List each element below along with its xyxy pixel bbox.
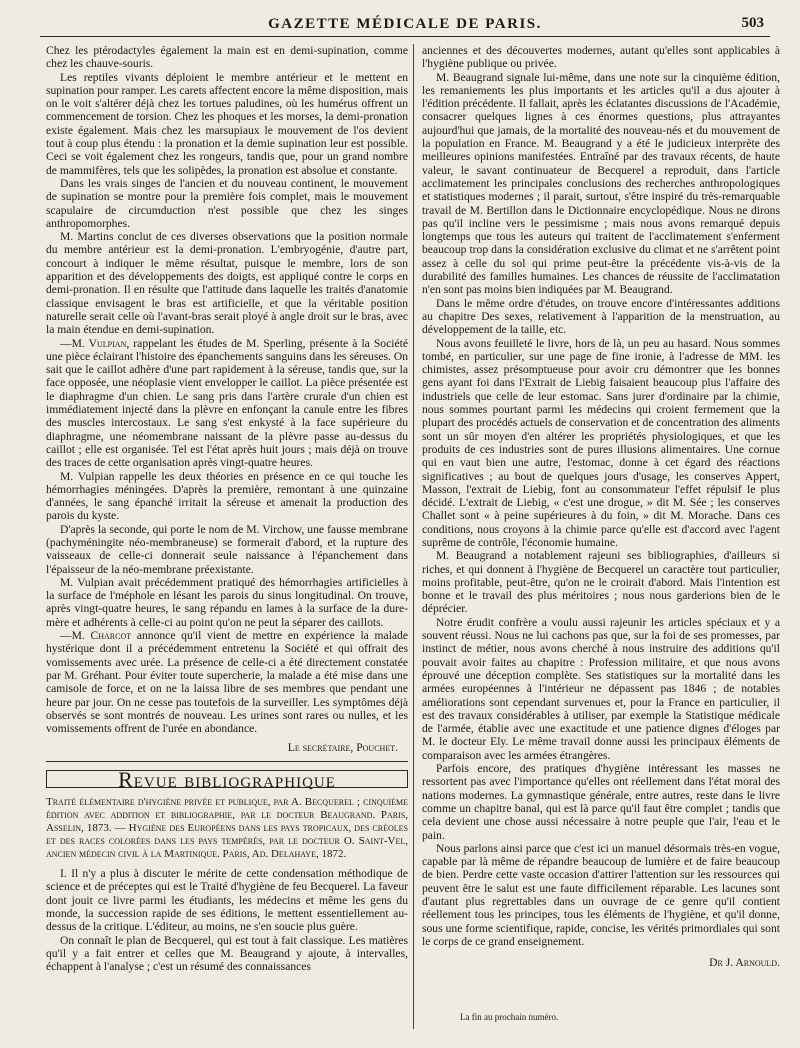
section-title: Revue bibliographique: [46, 770, 408, 788]
page-number: 503: [741, 15, 764, 31]
paragraph-text: , rappelant les études de M. Sperling, présente à la Société une pièce éclairant l'histoire des épanchements sanguins dans les séreuses. On sait que le caillot adhère d'une part rapidement à la séreuse, tandis que, sur la face opposée, une néoplasie vient envelopper le caillot. La pièce présentée est le diaphragme d'un chien. Le sang pris dans l'artère crurale d'un chien est immédiatement injecté dans la plèvre en enfonçant la canule entre les fibres des muscles intercostaux. Le sang s'est enkysté à la face supérieure du diaphragme, une néomembrane naissant de la plèvre passe au-dessus du caillot ; elle est organisée. Tel est l'état après huit jours ; mais déjà on trouve des traces de cette organisation après vingt-quatre heures.: [46, 336, 408, 470]
paragraph: Parfois encore, des pratiques d'hygiène intéressant les masses ne ressortent pas avec l'importance qu'elles ont réellement dans l'état moral des nations modernes. La gymnastique générale, entre autres, reste dans le livre comme un chapitre banal, qui est là parce qu'il faut être complet ; tandis que cela devient une chose aussi nécessaire à notre peuple que l'air, l'eau et le pain.: [422, 762, 780, 842]
continued-note: La fin au prochain numéro.: [460, 1012, 559, 1022]
paragraph: M. Beaugrand signale lui-même, dans une note sur la cinquième édition, les remaniements les plus importants et les articles qu'il a dus ajouter à l'édition précédente. Il fallait, après les éclatantes discussions de l'Académie, consacrer quelques lignes à ces énormes questions, plus attrayantes aujourd'hui que jamais, de la mortalité des nouveau-nés et du mouvement de la population en France. M. Beaugrand y a été le judicieux interprète des meilleures opinions manifestées. Entraîné par des travaux récents, de haute valeur, le savant continuateur de Becquerel a reproduit, dans l'article acclimatement les principales conclusions des recherches anthropologiques et statistiques modernes ; il parait, surtout, s'être inspiré du très-remarquable travail de M. Bertillon dans le Dictionnaire encyclopédique. Nous ne dirons pas qu'il incline vers le pessimisme ; mais nous avons remarqué depuis longtemps que tous les auteurs qui traitent de l'acclimatement s'enferment beaucoup trop dans la considération exclusive du climat et ne s'arrêtent point assez à celle du sol qui prime peut-être la précédente vis-à-vis de la durabilité des familles humaines. Les chances de réussite de l'acclimatation n'en sont pas moins bien indiquées par M. Beaugrand.: [422, 70, 780, 297]
paragraph: —M. Vulpian, rappelant les études de M. Sperling, présente à la Société une pièce éclairant l'histoire des épanchements sanguins dans les séreuses. On sait que le caillot adhère d'une part rapidement à la séreuse, tandis que, sur la face opposée, une néoplasie vient envelopper le caillot. La pièce présentée est le diaphragme d'un chien. Le sang pris dans l'artère crurale d'un chien est immédiatement injecté dans la plèvre en enfonçant la canule entre les fibres des muscles intercostaux. Le sang s'est enkysté à la face supérieure du diaphragme, une néomembrane naissant de la plèvre passe au-dessus du caillot ; elle est organisée. Tel est l'état après huit jours ; mais déjà on trouve des traces de cette organisation après vingt-quatre heures.: [46, 336, 408, 470]
book-notice: Traité élémentaire d'hygiène privée et publique, par A. Becquerel ; cinquième édition avec addition et bibliographie, par le docteur Beaugrand. Paris, Asselin, 1873. — Hygiène des Européens dans les pays tropicaux, des créoles et des races colorées dans les pays tempérés, par le docteur O. Saint-Vel, ancien médecin civil à la Martinique. Paris, Ad. Delahaye, 1872.: [46, 796, 408, 861]
paragraph-text: annonce qu'il vient de mettre en expérience la malade hystérique dont il a précédemment entretenu la Société et qui offrait des vomissements avec urée. La présence de celle-ci a été directement constatée par M. Gréhant. Pour éviter toute supercherie, la malade a été mise dans une camisole de force, et on ne la laissa libre de ses membres que pendant une heure par jour. On ne cesse pas toutefois de la surveiller. Les symptômes déjà observés se sont montrés de nouveau. Les urines sont rares ou nulles, et les vomissements offrent de l'urée en abondance.: [46, 629, 408, 736]
paragraph: M. Beaugrand a notablement rajeuni ses bibliographies, d'ailleurs si riches, et qui donnent à l'hygiène de Becquerel un caractère tout particulier, moins profitable, peut-être, qu'on ne le croirait d'abord. Mais l'intention est bonne et le travail des plus méritoires ; nous nous garderions bien de le déprécier.: [422, 549, 780, 616]
left-column: [46, 44, 408, 973]
paragraph: M. Martins conclut de ces diverses observations que la position normale du membre antérieur est la demi-pronation. L'embryogénie, d'autre part, concourt à indiquer le même résultat, puisque le membre, lors de son apparition et des développements des doigts, est appliqué contre le corps en demi-pronation. Il en résulte que l'attitude dans laquelle les traités d'anatomie classique envisagent le bras est artificielle, et que la véritable position naturelle serait celle où l'avant-bras serait ployé à angle droit sur le bras, avec la main étendue en demi-supination.: [46, 230, 408, 337]
paragraph: M. Vulpian avait précédemment pratiqué des hémorrhagies artificielles à la surface de l'méphole en lésant les parois du sinus longitudinal. On trouve, après vingt-quatre heures, le sang répandu en lames à la surface de la dure-mère et adhérents à celle-ci au point qu'on ne peut la séparer des caillots.: [46, 575, 408, 629]
journal-title: GAZETTE MÉDICALE DE PARIS.: [268, 16, 542, 32]
paragraph: D'après la seconde, qui porte le nom de M. Virchow, une fausse membrane (pachyméningite néo-membraneuse) se formerait d'abord, et la rupture des vaisseaux de celle-ci donnerait seule naissance à l'épanchement dans l'épaisseur de la néo-membrane préexistante.: [46, 522, 408, 576]
right-column: [422, 44, 780, 969]
page-header: [40, 12, 770, 37]
paragraph: On connaît le plan de Becquerel, qui est tout à fait classique. Les matières qu'il y a fait entrer et celles que M. Beaugrand y ajoute, à intervalles, échappent à l'analyse ; c'est un résumé des connaissances: [46, 933, 408, 974]
paragraph: Les reptiles vivants déploient le membre antérieur et le mettent en supination pour ramper. Les carets affectent encore la même disposition, mais on le voit s'altérer déjà chez les tortues paludines, où les humérus offrent un commencement de torsion. Chez les phoques et les morses, la demi-pronation existe également. Mais chez les marsupiaux le mouvement de l'os devient tout à coup plus étendu : la pronation et la demie supination leur est possible. Ceci se voit également chez les rongeurs, tandis que, pour un grand nombre de mammifères, tels que les solipèdes, la pronation est absolue et constante.: [46, 70, 408, 177]
speaker-name: M. Charcot: [71, 629, 132, 643]
paragraph: Nous avons feuilleté le livre, hors de là, un peu au hasard. Nous sommes tombé, en particulier, sur une page de fine ironie, à l'adresse de MM. les chimistes, assez présomptueuse pour avoir cru démontrer que les bonnes gens ayant foi dans l'Extrait de Liebig faisaient beaucoup plus l'affaire des industriels que celle de leur estomac. Sans jurer d'ordinaire par la chimie, nous sommes pourtant parmi les médecins qui croient fermement que la plupart des procédés actuels de conservation et de concentration des aliments sont un sûr moyen d'en altérer les propriétés physiologiques, et que les produits de ces industries sont de pures illusions alimentaires. Une cornue qui en vaut bien une autre, l'estomac, donne à cet égard des réactions significatives ; au bout de quelques jours d'usage, les conserves Appert, Masson, l'extrait de Liebig, font au consommateur l'effet répulsif le plus décidé. L'extrait de Liebig, « c'est une drogue, » dit M. Sée ; les conserves Challet sont « à peine supérieures à du foin, » dit M. Morache. Dans ces conditions, nous croyons à la chimie parce qu'elle est d'accord avec l'agent suprême de contrôle, l'économie humaine.: [422, 336, 780, 549]
author-signature: Dr J. Arnould.: [709, 956, 780, 970]
paragraph: Notre érudit confrère a voulu aussi rajeunir les articles spéciaux et y a souvent réussi. Nous ne lui cachons pas que, sur la foi de ses promesses, par instinct de métier, nous avons cherché à nous instruire des additions qu'il pouvait avoir faites au chapitre : Profession militaire, et que nous avons éprouvé une déception complète. Ses statistiques sur la mortalité dans les armées européennes à l'intérieur ne dépassent pas 1846 ; de notables améliorations sont cependant survenues et, pour la France en particulier, il est des travaux considérables à utiliser, par exemple la Statistique médicale de l'armée, établie avec une exactitude et une patience dignes d'éloges par M. le docteur Ely. Le même travail donne aussi les principaux éléments de comparaison avec les armées étrangères.: [422, 615, 780, 762]
paragraph: Chez les ptérodactyles également la main est en demi-supination, comme chez les chauve-souris.: [46, 44, 408, 71]
speaker-name: M. Vulpian: [71, 336, 127, 350]
paragraph: Dans le même ordre d'études, on trouve encore d'intéressantes additions au chapitre Des sexes, relativement à l'apparition de la menstruation, au développement de la taille, etc.: [422, 296, 780, 337]
section-rule: [46, 761, 408, 762]
column-divider: [413, 44, 414, 1029]
paragraph: —M. Charcot annonce qu'il vient de mettre en expérience la malade hystérique dont il a précédemment entretenu la Société et qui offrait des vomissements avec urée. La présence de celle-ci a été directement constatée par M. Gréhant. Pour éviter toute supercherie, la malade a été mise dans une camisole de force, et on ne la laissa libre de ses membres que pendant une heure par jour. On ne cesse pas toutefois de la surveiller. Les symptômes déjà observés se sont montrés de nouveau. Les urines sont rares ou nulles, et les vomissements offrent de l'urée en abondance.: [46, 629, 408, 736]
paragraph: I. Il n'y a plus à discuter le mérite de cette condensation méthodique de science et de préceptes qui est le Traité d'hygiène de feu Becquerel. La faveur dont jouit ce livre parmi les étudiants, les médecins et même les gens du monde, la succession rapide de ses éditions, le mettent essentiellement au-dessus de la critique. L'éditeur, au moins, ne s'en soucie plus guère.: [46, 867, 408, 934]
paragraph: anciennes et des découvertes modernes, autant qu'elles sont applicables à l'hygiène publique ou privée.: [422, 44, 780, 71]
paragraph: M. Vulpian rappelle les deux théories en présence en ce qui touche les hémorrhagies méningées. D'après la première, remontant à une quinzaine d'années, le sang épanché irritait la séreuse et amenait la production des parois du kyste.: [46, 469, 408, 523]
secretary-signature: Le secrétaire, Pouchet.: [287, 741, 398, 755]
paragraph: Dans les vrais singes de l'ancien et du nouveau continent, le mouvement de supination se montre pour la première fois complet, mais le mouvement scapulaire de circumduction n'est possible que chez les singes anthropomorphes.: [46, 176, 408, 230]
paragraph: Nous parlons ainsi parce que c'est ici un manuel désormais très-en vogue, capable par là même de répandre beaucoup de lumière et de faire beaucoup de bien. Perdre cette vaste occasion d'attirer l'attention sur les ressources qui peuvent être le salut est une faute difficilement réparable. Les lacunes sont d'autant plus regrettables dans un ouvrage de ce genre qu'il contient réellement tous les principes, tous les éléments de l'hygiène, et qu'il donne, sous une forme scientifique, rapide, concise, les vérités primordiales qui sont le corps de ce grand enseignement.: [422, 841, 780, 948]
